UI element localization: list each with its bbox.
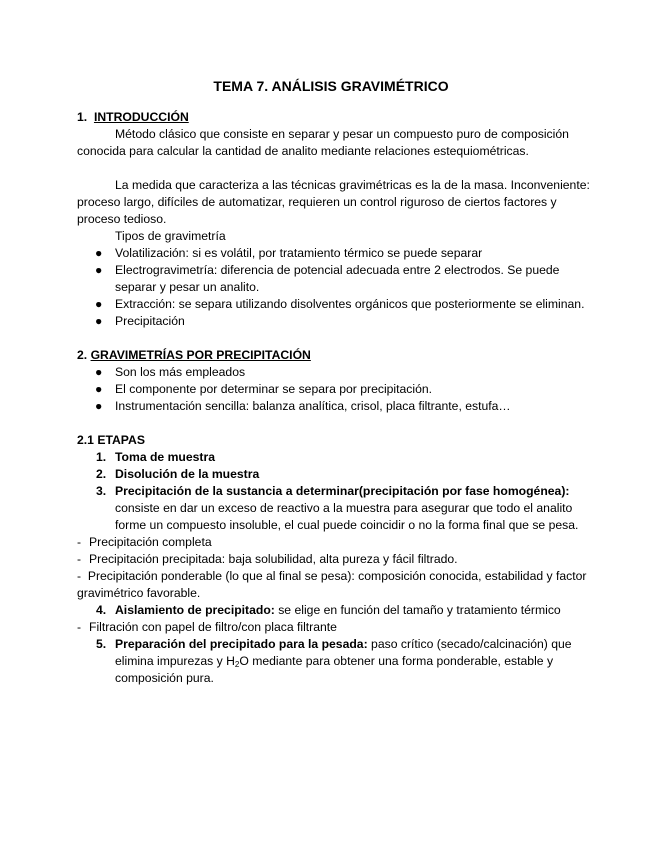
step-item: 1. Toma de muestra — [96, 450, 216, 464]
steps-list-a — [77, 449, 595, 534]
list-item: ● El componente por determinar se separa por precipitación. — [95, 382, 433, 396]
bullet-icon: ● — [95, 365, 103, 379]
section-2-heading — [77, 347, 595, 364]
bullet-icon: ● — [95, 263, 103, 277]
precipitation-list — [77, 364, 595, 415]
dash-item: - Precipitación precipitada: baja solubilidad, alta pureza y fácil filtrado. — [77, 552, 458, 566]
bullet-icon: ● — [95, 246, 103, 260]
dash-item: - Precipitación ponderable (lo que al final se pesa): composición conocida, estabilidad y factor gravimétrico favorable. — [77, 569, 587, 600]
step-item: 5. Preparación del precipitado para la pesada: paso crítico (secado/calcinación) que elimina impurezas y $H_2O$ mediante para obtener una forma ponderable, estable y composición pura. — [96, 637, 572, 685]
steps-list-b — [77, 602, 595, 619]
mass-paragraph: La medida que caracteriza a las técnicas gravimétricas es la de la masa. Inconveniente: proceso largo, difíciles de automatizar, requieren un control riguroso de ciertos factores y proceso tedioso. — [77, 178, 590, 226]
document-title: TEMA 7. ANÁLISIS GRAVIMÉTRICO — [213, 78, 449, 94]
section-2-number: 2. — [77, 348, 88, 362]
steps-list-c — [77, 636, 595, 687]
section-1-number: 1. — [77, 110, 88, 124]
section-2-1-heading: 2.1 ETAPAS — [77, 433, 145, 447]
list-item: ● Extracción: se separa utilizando disolventes orgánicos que posteriormente se eliminan. — [95, 297, 585, 311]
types-label: Tipos de gravimetría — [115, 229, 226, 243]
step-item: 4. Aislamiento de precipitado: se elige en función del tamaño y tratamiento térmico — [96, 603, 561, 617]
section-1-title: INTRODUCCIÓN — [93, 110, 189, 124]
dash-item: - Filtración con papel de filtro/con placa filtrante — [77, 620, 337, 634]
step-item: 3. Precipitación de la sustancia a determinar(precipitación por fase homogénea): consiste en dar un exceso de reactivo a la muestra para asegurar que todo el analito forme un compuesto insoluble, el cual puede coincidir o no la forma final que se pesa. — [96, 484, 579, 532]
list-item: ● Precipitación — [95, 314, 185, 328]
list-item: ● Electrogravimetría: diferencia de potencial adecuada entre 2 electrodos. Se puede separar y pesar un analito. — [95, 263, 560, 294]
bullet-icon: ● — [95, 297, 103, 311]
list-item: ● Volatilización: si es volátil, por tratamiento térmico se puede separar — [95, 246, 483, 260]
intro-paragraph: Método clásico que consiste en separar y pesar un compuesto puro de composición conocida para calcular la cantidad de analito mediante relaciones estequiométricas. — [77, 127, 569, 158]
bullet-icon: ● — [95, 314, 103, 328]
list-item: ● Instrumentación sencilla: balanza analítica, crisol, placa filtrante, estufa… — [95, 399, 511, 413]
dash-item: - Precipitación completa — [77, 535, 212, 549]
section-2-title: GRAVIMETRÍAS POR PRECIPITACIÓN — [90, 348, 311, 362]
list-item: ● Son los más empleados — [95, 365, 246, 379]
types-list — [77, 245, 595, 330]
step-item: 2. Disolución de la muestra — [96, 467, 260, 481]
section-1-heading — [77, 109, 595, 126]
bullet-icon: ● — [95, 399, 103, 413]
bullet-icon: ● — [95, 382, 103, 396]
